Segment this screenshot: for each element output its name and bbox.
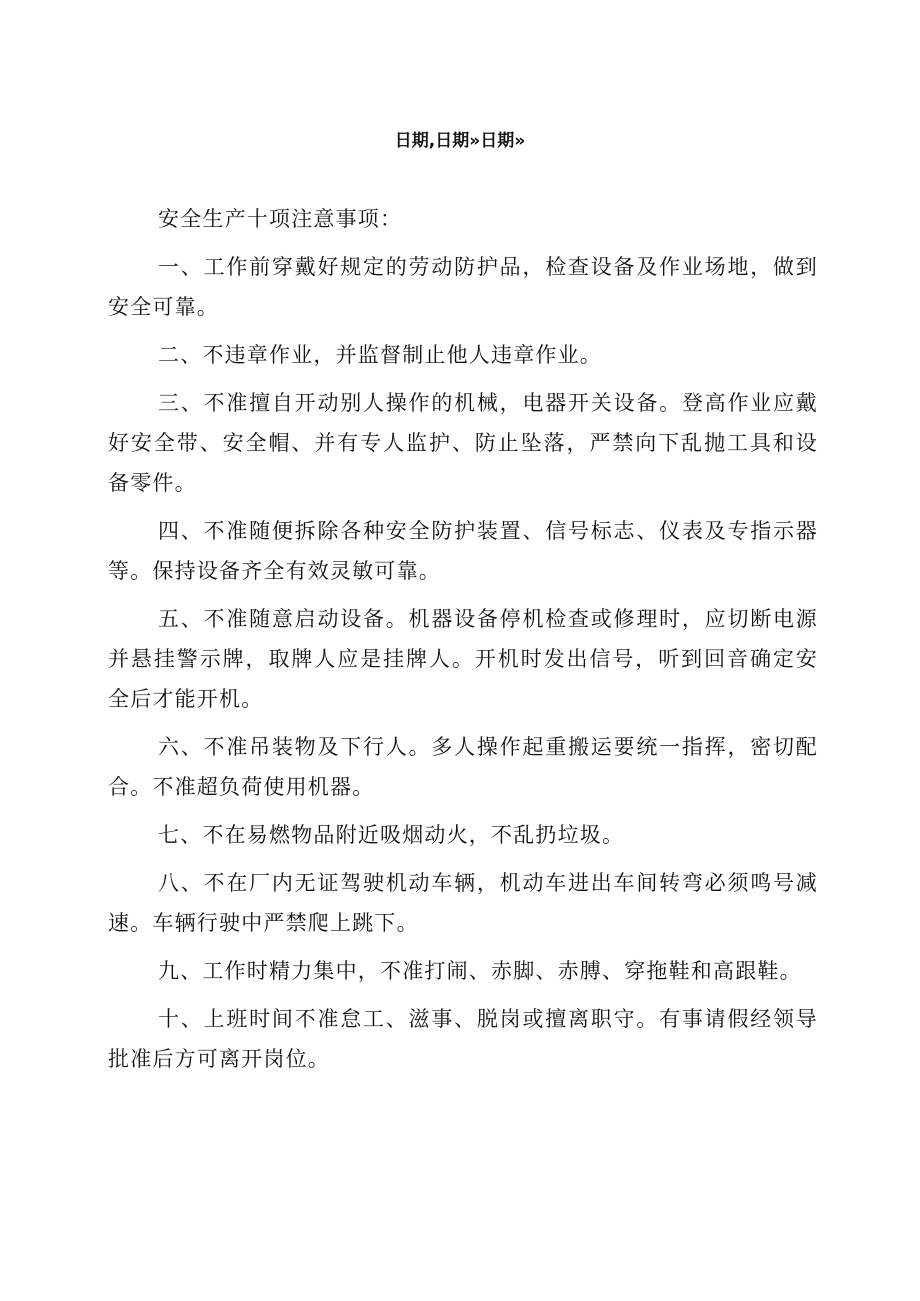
document-heading: 安全生产十项注意事项： (158, 207, 403, 231)
rule-item-7: 七、不在易燃物品附近吸烟动火，不乱扔垃圾。 (158, 823, 625, 847)
rule-item-4: 四、不准随便拆除各种安全防护装置、信号标志、仪表及专指示器等。保持设备齐全有效灵敏可靠。 (108, 519, 818, 583)
document-body (108, 199, 818, 1087)
rule-item-8: 八、不在厂内无证驾驶机动车辆，机动车进出车间转弯必须鸣号减速。车辆行驶中严禁爬上跳下。 (108, 871, 818, 935)
rule-item-2: 二、不违章作业，并监督制止他人违章作业。 (158, 343, 602, 367)
rule-item-9: 九、工作时精力集中，不准打闹、赤脚、赤膊、穿拖鞋和高跟鞋。 (158, 959, 802, 983)
rule-item-3: 三、不准擅自开动别人操作的机械，电器开关设备。登高作业应戴好安全带、安全帽、并有专人监护、防止坠落，严禁向下乱抛工具和设备零件。 (108, 391, 818, 495)
rule-item-6: 六、不准吊装物及下行人。多人操作起重搬运要统一指挥，密切配合。不准超负荷使用机器。 (108, 735, 818, 799)
rule-item-10: 十、上班时间不准怠工、滋事、脱岗或擅离职守。有事请假经领导批准后方可离开岗位。 (108, 1007, 818, 1071)
page-header-date: 日期,日期»日期» (394, 131, 526, 151)
rule-item-5: 五、不准随意启动设备。机器设备停机检查或修理时，应切断电源并悬挂警示牌，取牌人应是挂牌人。开机时发出信号，听到回音确定安全后才能开机。 (108, 607, 818, 711)
rule-item-1: 一、工作前穿戴好规定的劳动防护品，检查设备及作业场地，做到安全可靠。 (108, 255, 818, 319)
